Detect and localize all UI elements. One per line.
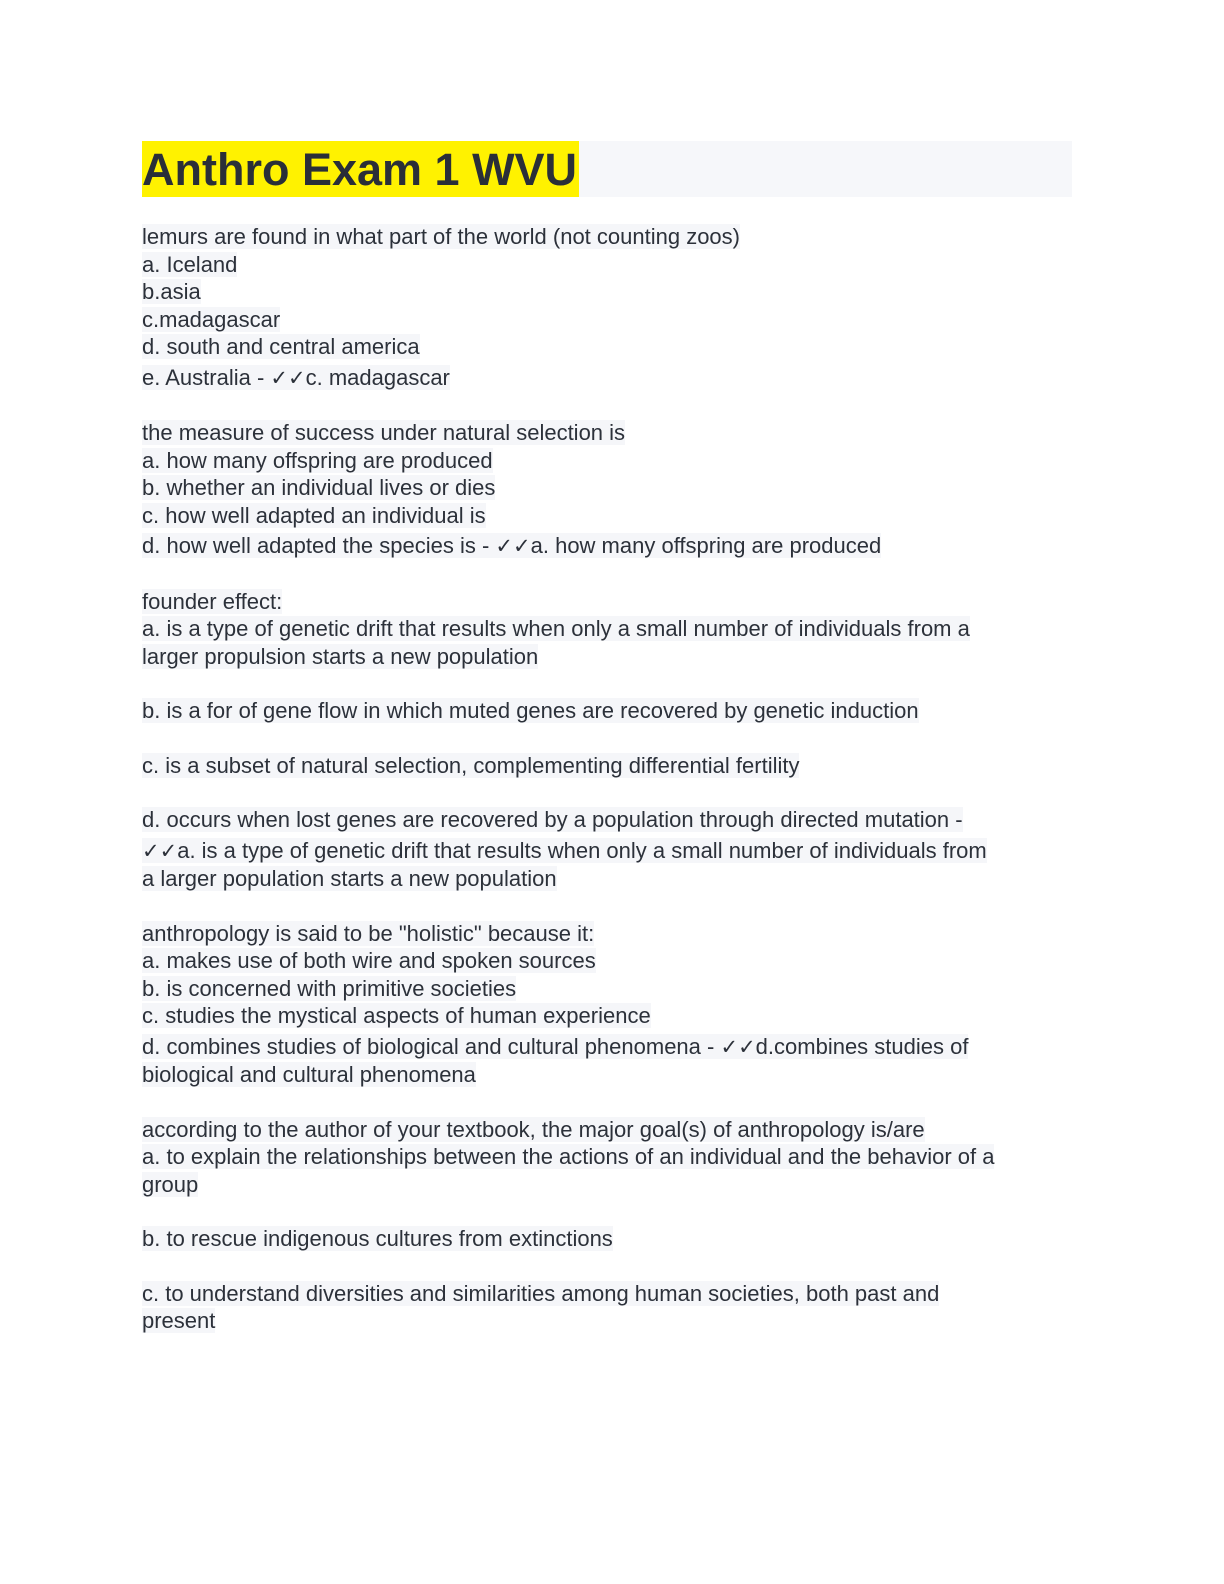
question-block	[142, 223, 1077, 392]
document-title: Anthro Exam 1 WVU	[142, 141, 579, 197]
answer-line	[142, 533, 881, 558]
question-block	[142, 419, 1077, 561]
option-line: a. how many offspring are produced	[142, 447, 493, 473]
option-line: c. is a subset of natural selection, complementing differential fertility	[142, 752, 800, 778]
question-line: founder effect:	[142, 588, 283, 614]
question-block	[142, 588, 1077, 671]
option-line: present	[142, 1308, 216, 1333]
option-block	[142, 752, 1077, 780]
question-line: anthropology is said to be "holistic" because it:	[142, 920, 595, 946]
checkmark-icon: ✓✓	[142, 838, 178, 863]
option-line: d. occurs when lost genes are recovered by a population through directed mutation -	[142, 807, 963, 832]
answer-text: a. how many offspring are produced	[530, 533, 882, 558]
option-line: larger propulsion starts a new population	[142, 643, 539, 669]
question-line: lemurs are found in what part of the world (not counting zoos)	[142, 224, 740, 249]
question-block	[142, 920, 1077, 1089]
question-block	[142, 1116, 1077, 1199]
option-line: group	[142, 1171, 199, 1197]
option-line: a. makes use of both wire and spoken sources	[142, 948, 596, 973]
question-text	[142, 223, 1077, 251]
option-line: b. whether an individual lives or dies	[142, 475, 496, 500]
answer-text: c. madagascar	[305, 364, 450, 390]
answer-text: a. is a type of genetic drift that results when only a small number of individuals from	[177, 837, 987, 863]
answer-line	[142, 365, 450, 390]
option-line: c. studies the mystical aspects of human experience	[142, 1003, 651, 1028]
option-line: b. to rescue indigenous cultures from extinctions	[142, 1226, 613, 1251]
document-body	[142, 223, 1077, 1362]
checkmark-icon: ✓✓	[270, 365, 306, 390]
option-block	[142, 1225, 1077, 1253]
option-line: a. is a type of genetic drift that results when only a small number of individuals from a	[142, 616, 970, 641]
question-line: the measure of success under natural selection is	[142, 420, 626, 445]
checkmark-icon: ✓✓	[720, 1034, 756, 1059]
answer-text-continued: biological and cultural phenomena	[142, 1062, 476, 1087]
option-line: a. to explain the relationships between the actions of an individual and the behavior of a	[142, 1144, 995, 1169]
option-line: a. Iceland	[142, 251, 238, 277]
question-line: according to the author of your textbook, the major goal(s) of anthropology is/are	[142, 1116, 925, 1142]
option-block	[142, 806, 1077, 893]
answer-text-continued: a larger population starts a new population	[142, 866, 557, 891]
answer-line	[142, 1034, 968, 1059]
option-text: e. Australia -	[142, 364, 271, 390]
option-line: c.madagascar	[142, 306, 281, 332]
option-block	[142, 1280, 1077, 1335]
option-line: d. south and central america	[142, 334, 420, 359]
checkmark-icon: ✓✓	[495, 534, 531, 558]
answer-text: d.combines studies of	[755, 1033, 969, 1059]
option-line: c. to understand diversities and similarities among human societies, both past and	[142, 1280, 940, 1306]
option-line: b.asia	[142, 279, 201, 304]
option-block	[142, 697, 1077, 725]
option-line: b. is concerned with primitive societies	[142, 975, 517, 1001]
option-text: d. combines studies of biological and cultural phenomena -	[142, 1033, 721, 1059]
option-line: b. is a for of gene flow in which muted genes are recovered by genetic induction	[142, 698, 919, 723]
option-text: d. how well adapted the species is -	[142, 533, 496, 558]
option-line: c. how well adapted an individual is	[142, 502, 486, 528]
answer-line	[142, 838, 987, 863]
